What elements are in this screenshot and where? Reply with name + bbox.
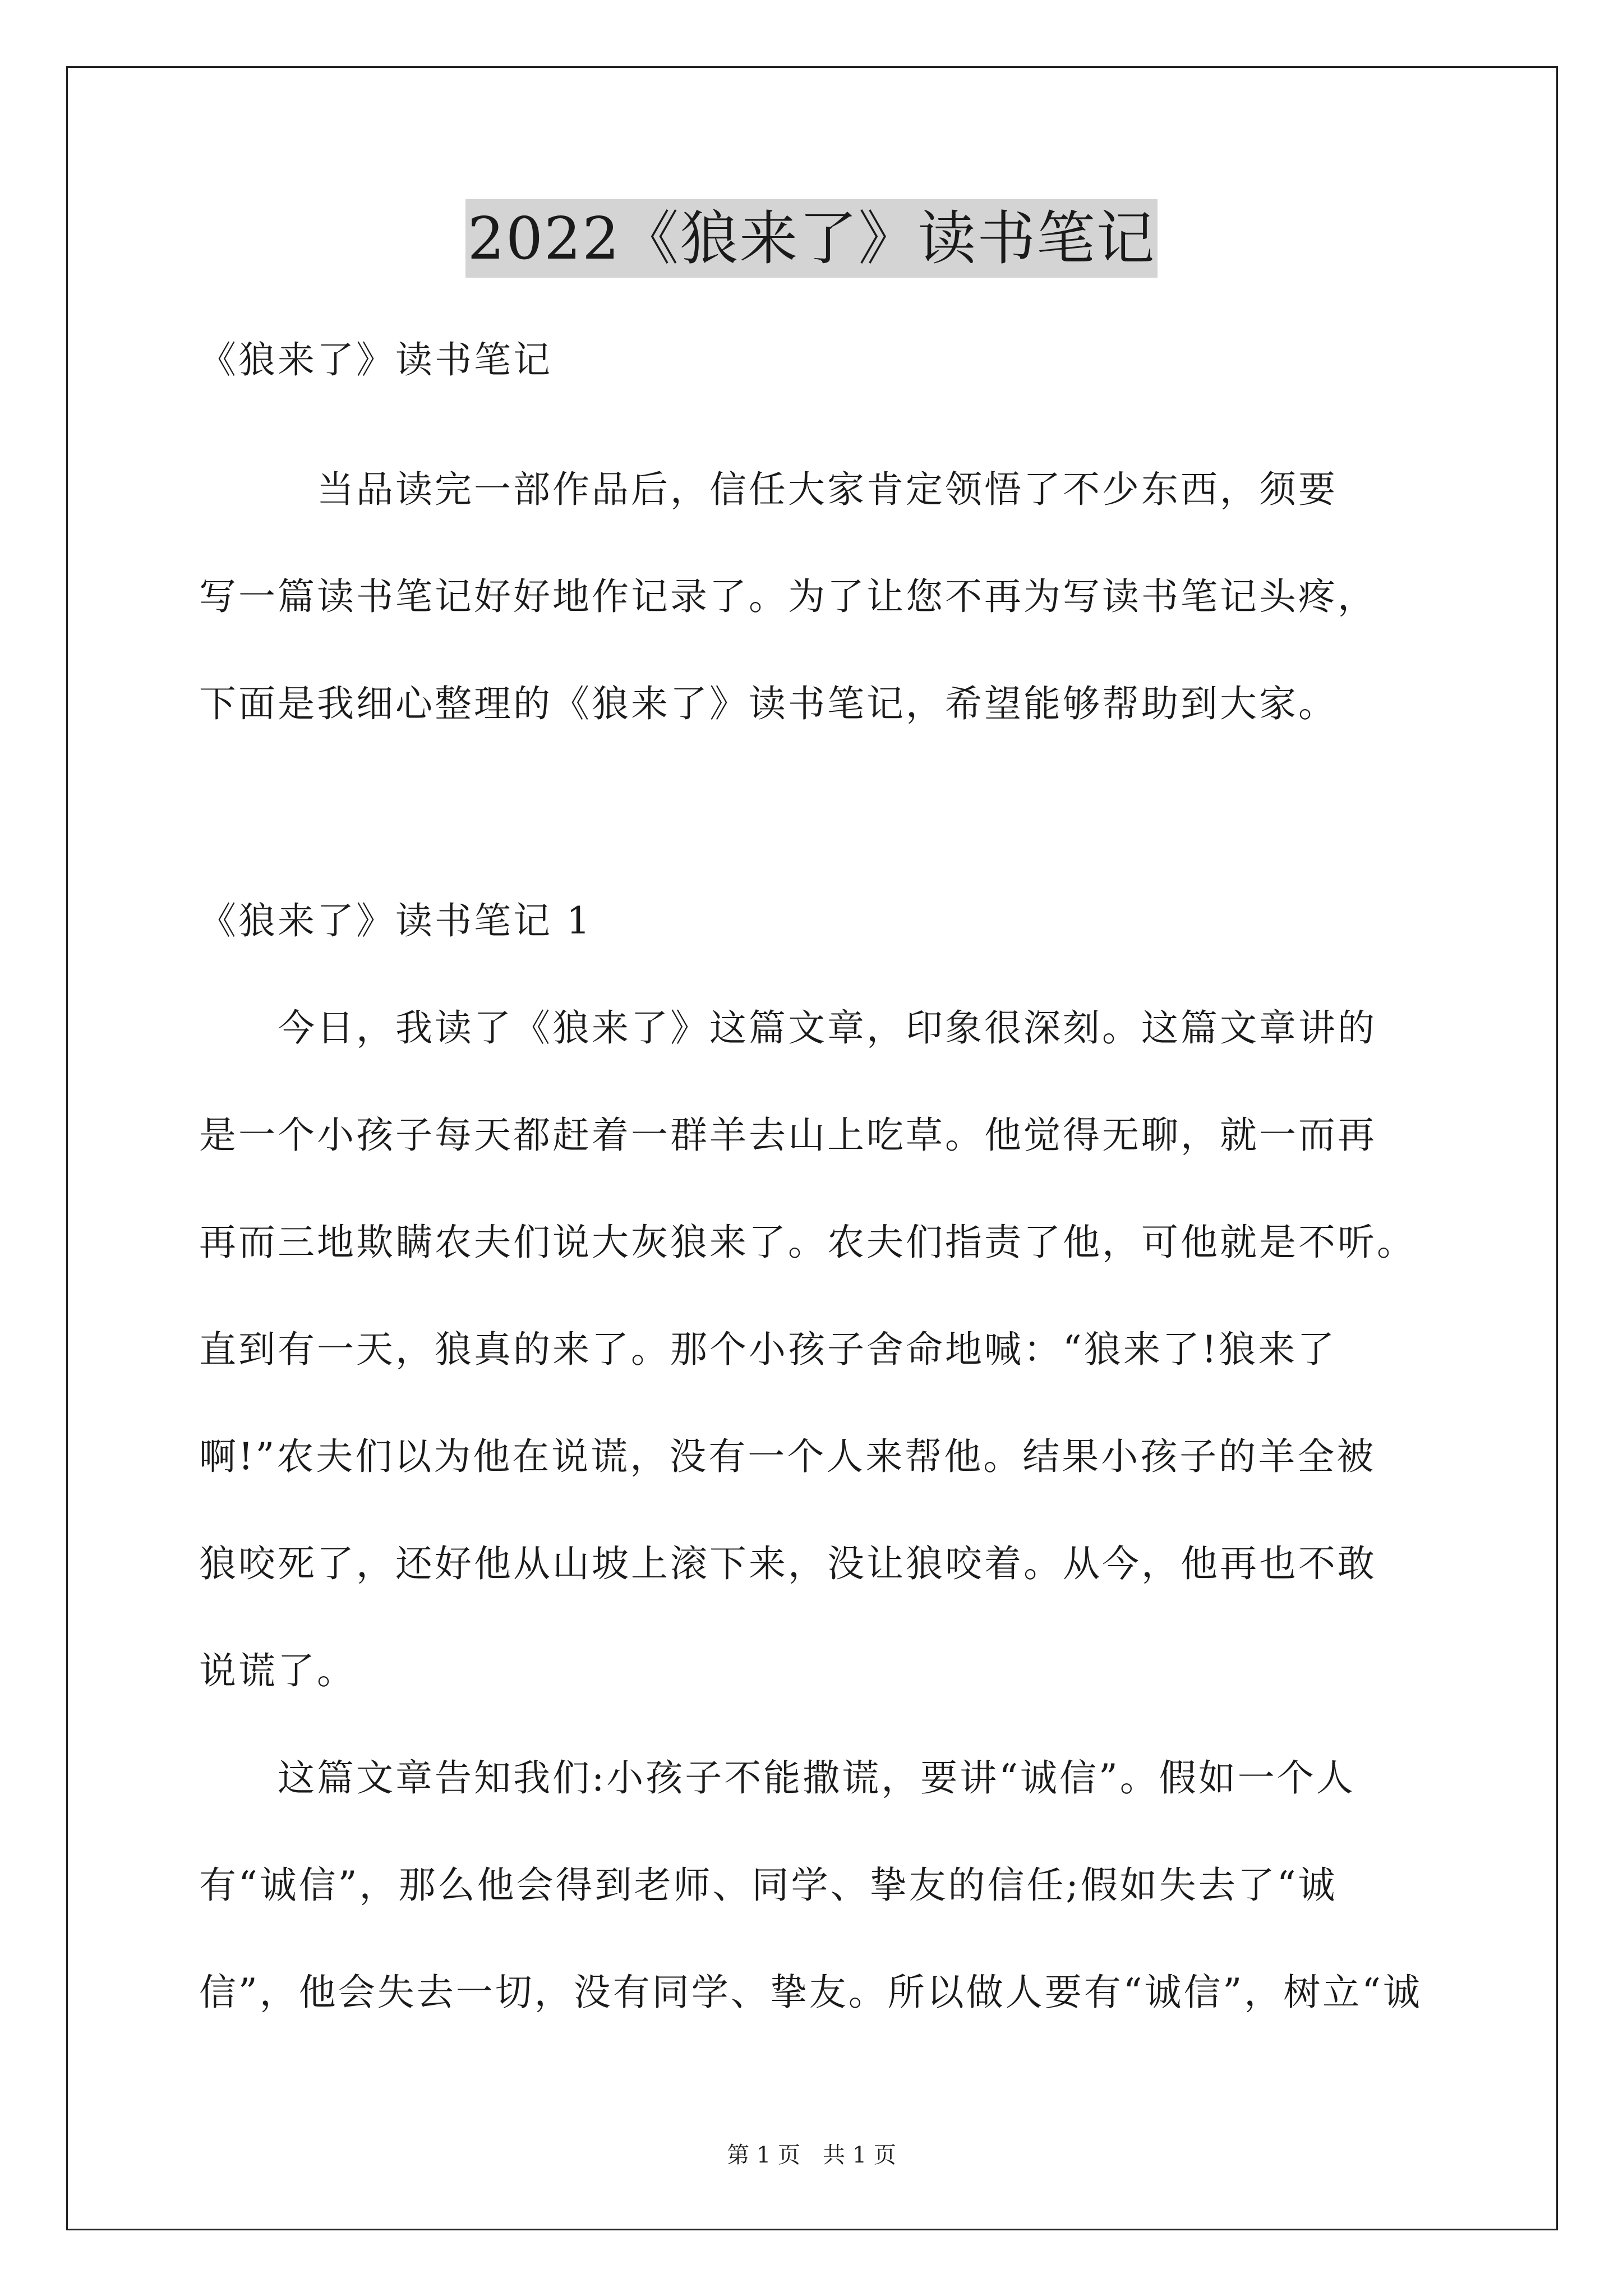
text-line: 下面是我细心整理的《狼来了》读书笔记，希望能够帮助到大家。 [199,682,1338,725]
text-line: 当品读完一部作品后，信任大家肯定领悟了不少东西，须要 [199,468,1338,511]
subtitle: 《狼来了》读书笔记 [199,338,552,381]
text-line: 再而三地欺瞒农夫们说大灰狼来了。农夫们指责了他，可他就是不听。 [199,1221,1416,1264]
document-title: 2022《狼来了》读书笔记 [465,199,1158,278]
text-line: 狼咬死了，还好他从山坡上滚下来，没让狼咬着。从今，他再也不敢 [199,1542,1377,1585]
text-line: 信”，他会失去一切，没有同学、挚友。所以做人要有“诚信”，树立“诚 [199,1971,1422,2014]
text-line: 这篇文章告知我们:小孩子不能撒谎，要讲“诚信”。假如一个人 [199,1756,1355,1800]
text-line: 是一个小孩子每天都赶着一群羊去山上吃草。他觉得无聊，就一而再 [199,1114,1377,1157]
text-line: 有“诚信”，那么他会得到老师、同学、挚友的信任;假如失去了“诚 [199,1864,1338,1907]
text-line: 说谎了。 [199,1649,356,1692]
text-line: 写一篇读书笔记好好地作记录了。为了让您不再为写读书笔记头疼， [199,575,1377,618]
page-footer: 第 1 页 共 1 页 [727,2142,896,2168]
section-heading: 《狼来了》读书笔记 1 [199,899,592,942]
text-line: 今日，我读了《狼来了》这篇文章，印象很深刻。这篇文章讲的 [199,1006,1377,1050]
title-container [0,199,1623,278]
text-line: 啊!”农夫们以为他在说谎，没有一个人来帮他。结果小孩子的羊全被 [199,1435,1376,1478]
text-line: 直到有一天，狼真的来了。那个小孩子舍命地喊：“狼来了!狼来了 [199,1328,1337,1371]
